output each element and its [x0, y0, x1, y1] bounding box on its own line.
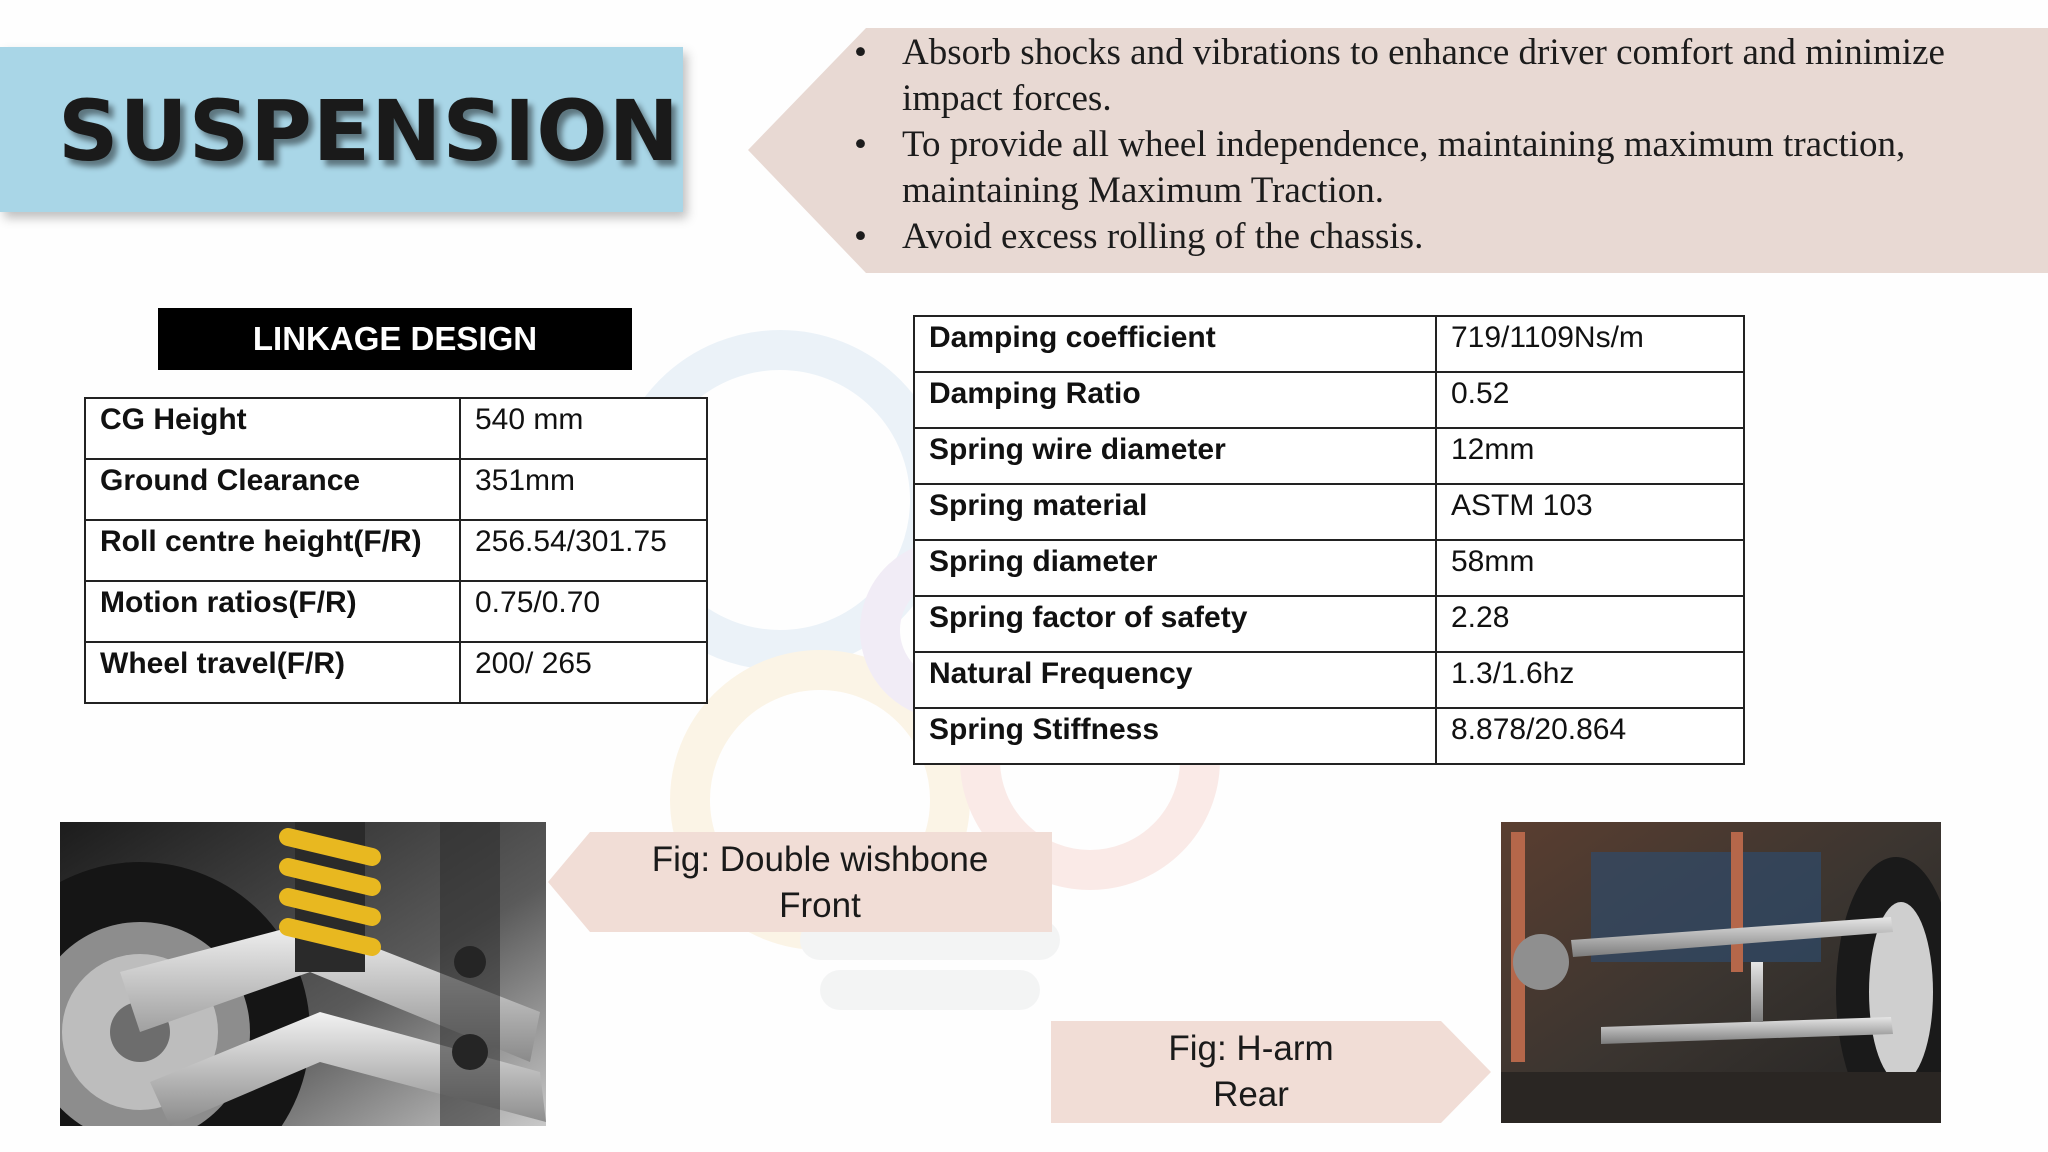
table-cell-value: 351mm: [460, 459, 707, 520]
table-cell-key: Spring Stiffness: [914, 708, 1436, 764]
table-row: [85, 642, 707, 703]
table-row: [914, 596, 1744, 652]
bullet-icon: •: [854, 216, 867, 257]
table-cell-value: 8.878/20.864: [1436, 708, 1744, 764]
objective-item: [842, 30, 2012, 122]
table-cell-key: Spring diameter: [914, 540, 1436, 596]
table-cell-value: 719/1109Ns/m: [1436, 316, 1744, 372]
caption-line: Rear: [1213, 1075, 1289, 1114]
table-cell-key: Damping coefficient: [914, 316, 1436, 372]
table-cell-value: ASTM 103: [1436, 484, 1744, 540]
linkage-design-table: [84, 397, 708, 704]
table-cell-key: Wheel travel(F/R): [85, 642, 460, 703]
table-cell-key: Motion ratios(F/R): [85, 581, 460, 642]
table-cell-key: Spring material: [914, 484, 1436, 540]
table-row: [914, 708, 1744, 764]
table-row: [914, 316, 1744, 372]
table-cell-key: Roll centre height(F/R): [85, 520, 460, 581]
bullet-icon: •: [854, 32, 867, 73]
table-cell-value: 12mm: [1436, 428, 1744, 484]
objectives-list: [842, 30, 2012, 260]
caption-line: Fig: H-arm: [1168, 1029, 1334, 1068]
objective-item: [842, 122, 2012, 214]
table-cell-value: 58mm: [1436, 540, 1744, 596]
table-row: [85, 459, 707, 520]
table-row: [914, 652, 1744, 708]
slide-title: SUSPENSION: [58, 82, 680, 180]
front-figure-caption: [548, 832, 1052, 932]
table-cell-key: Spring factor of safety: [914, 596, 1436, 652]
table-row: [914, 484, 1744, 540]
table-cell-value: 0.75/0.70: [460, 581, 707, 642]
caption-line: Fig: Double wishbone: [651, 840, 989, 879]
table-row: [914, 372, 1744, 428]
table-cell-value: 0.52: [1436, 372, 1744, 428]
table-row: [85, 520, 707, 581]
table-cell-value: 540 mm: [460, 398, 707, 459]
table-cell-key: CG Height: [85, 398, 460, 459]
rear-figure-caption: [1051, 1021, 1491, 1123]
bullet-icon: •: [854, 124, 867, 165]
objective-text: Avoid excess rolling of the chassis.: [902, 216, 1424, 257]
table-cell-key: Damping Ratio: [914, 372, 1436, 428]
table-cell-key: Natural Frequency: [914, 652, 1436, 708]
rear-caption-text: [1051, 1026, 1451, 1118]
table-cell-value: 256.54/301.75: [460, 520, 707, 581]
h-arm-photo: [1501, 822, 1941, 1123]
table-cell-value: 1.3/1.6hz: [1436, 652, 1744, 708]
table-row: [85, 398, 707, 459]
objective-item: [842, 214, 2012, 260]
spring-damper-table: [913, 315, 1745, 765]
table-cell-value: 2.28: [1436, 596, 1744, 652]
table-row: [914, 428, 1744, 484]
table-cell-key: Ground Clearance: [85, 459, 460, 520]
objective-text: To provide all wheel independence, maintaining maximum traction, maintaining Maximum Traction.: [902, 124, 1906, 211]
front-caption-text: [588, 837, 1052, 929]
objective-text: Absorb shocks and vibrations to enhance driver comfort and minimize impact forces.: [902, 32, 1945, 119]
table-cell-key: Spring wire diameter: [914, 428, 1436, 484]
table-row: [914, 540, 1744, 596]
double-wishbone-photo: [60, 822, 546, 1126]
table-row: [85, 581, 707, 642]
caption-line: Front: [779, 886, 861, 925]
table-cell-value: 200/ 265: [460, 642, 707, 703]
linkage-design-heading: LINKAGE DESIGN: [158, 308, 632, 370]
